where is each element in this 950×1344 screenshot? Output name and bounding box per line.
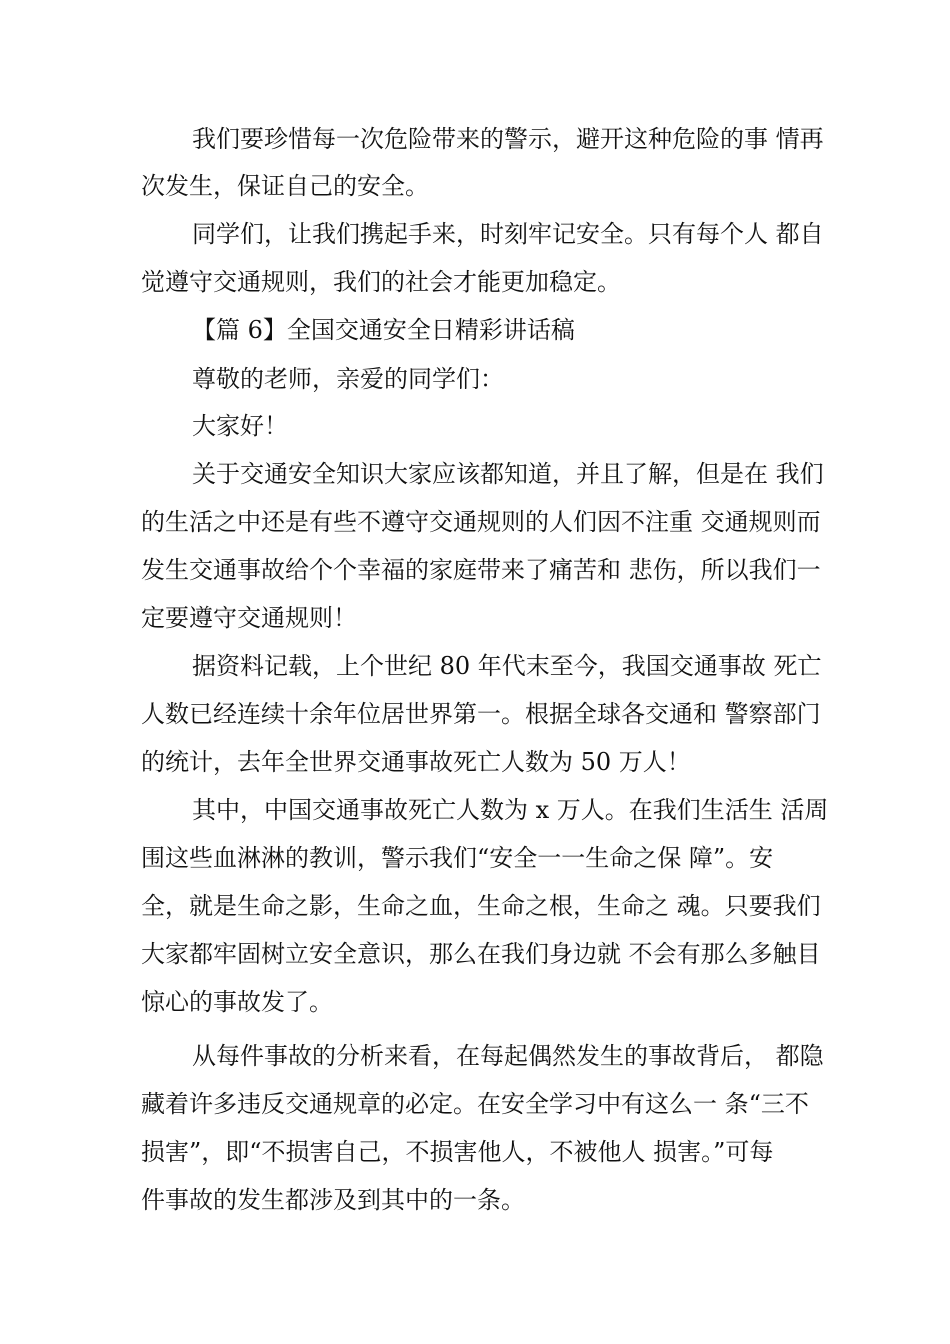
paragraph-line: 同学们，让我们携起手来，时刻牢记安全。只有每个人 都自 — [192, 220, 824, 248]
paragraph-line: 的统计，去年全世界交通事故死亡人数为 50 万人！ — [141, 748, 691, 776]
paragraph-line: 件事故的发生都涉及到其中的一条。 — [141, 1186, 525, 1214]
paragraph-line: 惊心的事故发了。 — [141, 988, 333, 1016]
paragraph-line: 从每件事故的分析来看，在每起偶然发生的事故背后， 都隐 — [192, 1042, 824, 1070]
paragraph-line: 大家都牢固树立安全意识，那么在我们身边就 不会有那么多触目 — [141, 940, 821, 968]
salutation: 尊敬的老师，亲爱的同学们： — [192, 365, 504, 393]
greeting: 大家好！ — [192, 412, 288, 440]
paragraph-line: 的生活之中还是有些不遵守交通规则的人们因不注重 交通规则而 — [141, 508, 821, 536]
paragraph-line: 人数已经连续十余年位居世界第一。根据全球各交通和 警察部门 — [141, 700, 821, 728]
paragraph-line: 我们要珍惜每一次危险带来的警示，避开这种危险的事 情再 — [192, 125, 824, 153]
paragraph-line: 藏着许多违反交通规章的必定。在安全学习中有这么一 条“三不 — [141, 1090, 809, 1118]
paragraph-line: 据资料记载，上个世纪 80 年代末至今，我国交通事故 死亡 — [192, 652, 822, 680]
paragraph-line: 其中，中国交通事故死亡人数为 x 万人。在我们生活生 活周 — [192, 796, 829, 824]
paragraph-line: 次发生，保证自己的安全。 — [141, 172, 429, 200]
paragraph-line: 全，就是生命之影，生命之血，生命之根，生命之 魂。只要我们 — [141, 892, 821, 920]
paragraph-line: 发生交通事故给个个幸福的家庭带来了痛苦和 悲伤，所以我们一 — [141, 556, 821, 584]
paragraph-line: 定要遵守交通规则！ — [141, 604, 357, 632]
paragraph-line: 觉遵守交通规则，我们的社会才能更加稳定。 — [141, 268, 621, 296]
paragraph-line: 关于交通安全知识大家应该都知道，并且了解，但是在 我们 — [192, 460, 824, 488]
paragraph-line: 围这些血淋淋的教训，警示我们“安全一一生命之保 障”。安 — [141, 844, 774, 872]
paragraph-line: 损害”，即“不损害自己，不损害他人，不被他人 损害。”可每 — [141, 1138, 774, 1166]
section-heading: 【篇 6】全国交通安全日精彩讲话稿 — [192, 316, 575, 344]
